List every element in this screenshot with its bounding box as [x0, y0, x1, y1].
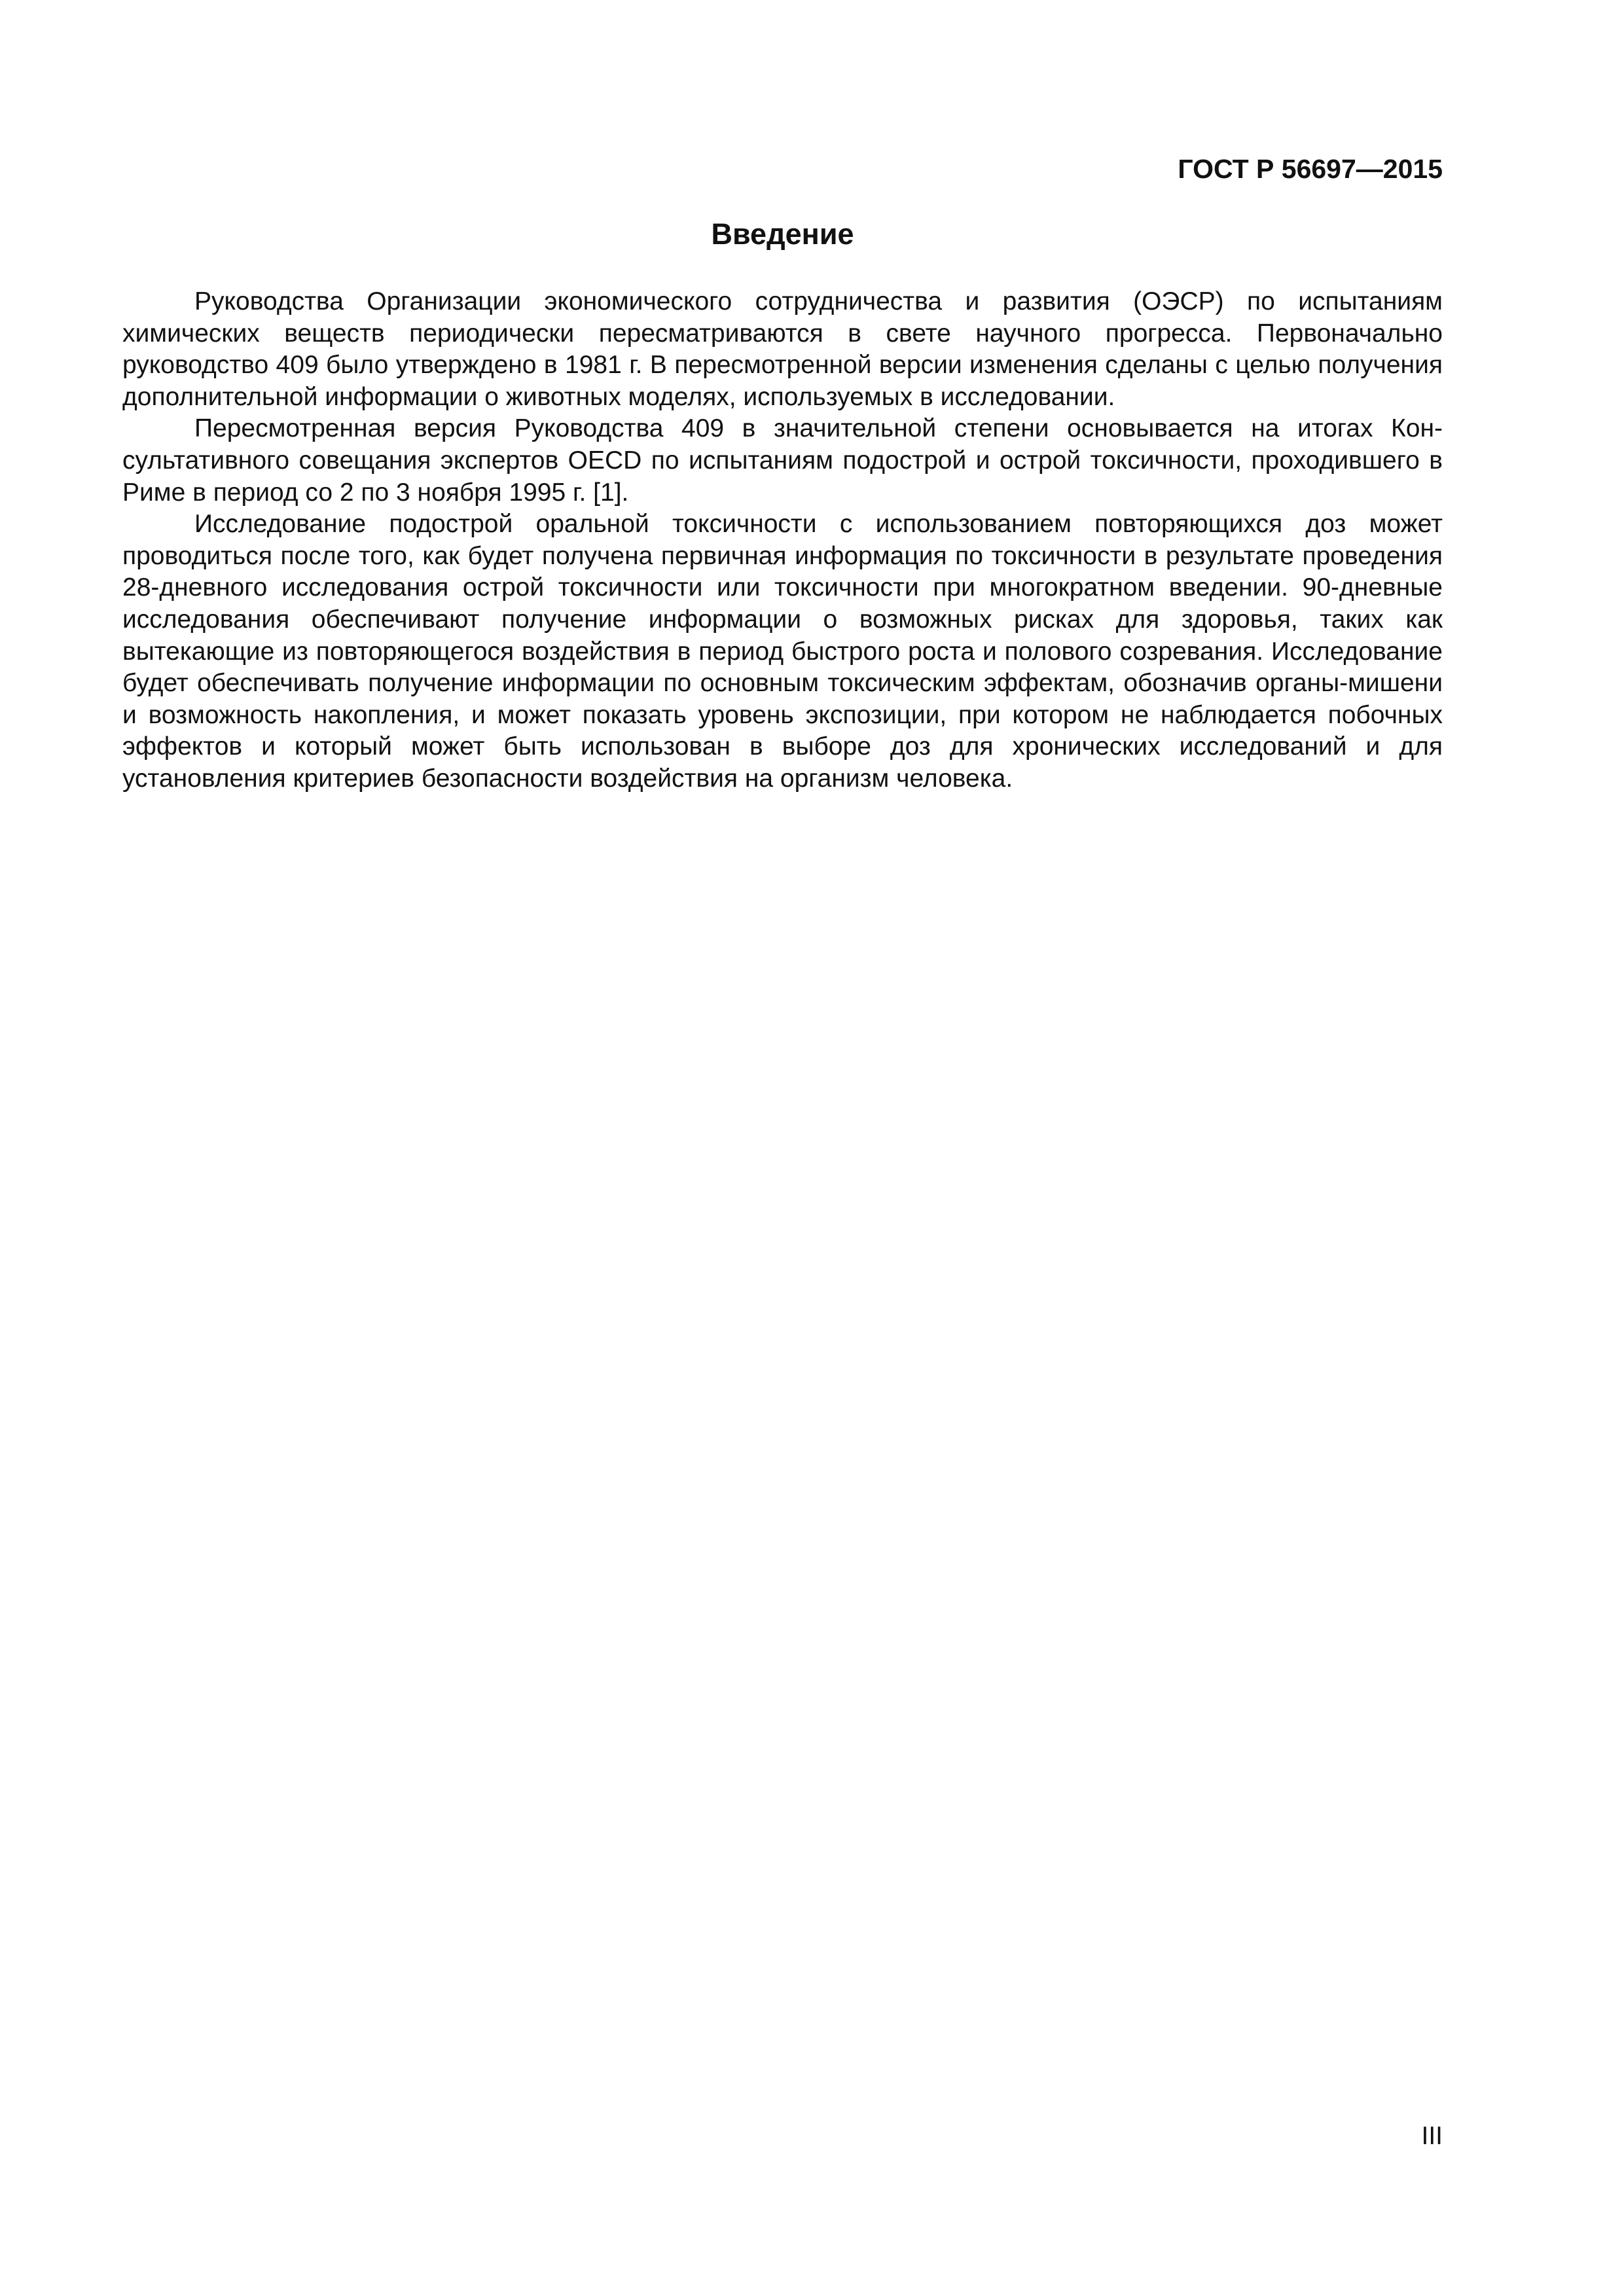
paragraph: Исследование подострой оральной токсичности с использованием повторяющихся доз может проводиться после того, как будет получена первичная информация по токсичности в результате проведения 28-дневного исследования острой токсичности или токсичности при многократном введении. 90-дневные исследования обеспечивают получение информации о возможных рисках для здоровья, таких как вытекающие из повторяющегося воздействия в период быстрого роста и полового созревания. Исследование будет обеспечивать получение информации по основным токсическим эффектам, обозначив органы-мишени и возможность накопления, и может показать уровень экспозиции, при котором не наблюдается побочных эффектов и который может быть использован в выборе доз для хронических исследований и для установления критериев безопасности воздействия на организм человека. — [122, 510, 1443, 793]
section-title: Введение — [711, 217, 854, 251]
body-text — [122, 286, 1443, 795]
page-number: III — [1421, 2122, 1443, 2150]
document-code: ГОСТ Р 56697—2015 — [1178, 154, 1443, 184]
paragraph: Руководства Организации экономического сотрудничества и развития (ОЭСР) по испытаниям химических веществ периодически пересматриваются в свете научного прогресса. Первоначально руководство 409 было утверждено в 1981 г. В пересмотренной версии изменения сделаны с целью получения дополнительной информации о животных моделях, используемых в исследовании. — [122, 287, 1443, 411]
paragraph: Пересмотренная версия Руководства 409 в значительной степени основывается на итогах Консультативного совещания экспертов OECD по испытаниям подострой и острой токсичности, проходившего в Риме в период со 2 по 3 ноября 1995 г. [1]. — [122, 414, 1443, 507]
